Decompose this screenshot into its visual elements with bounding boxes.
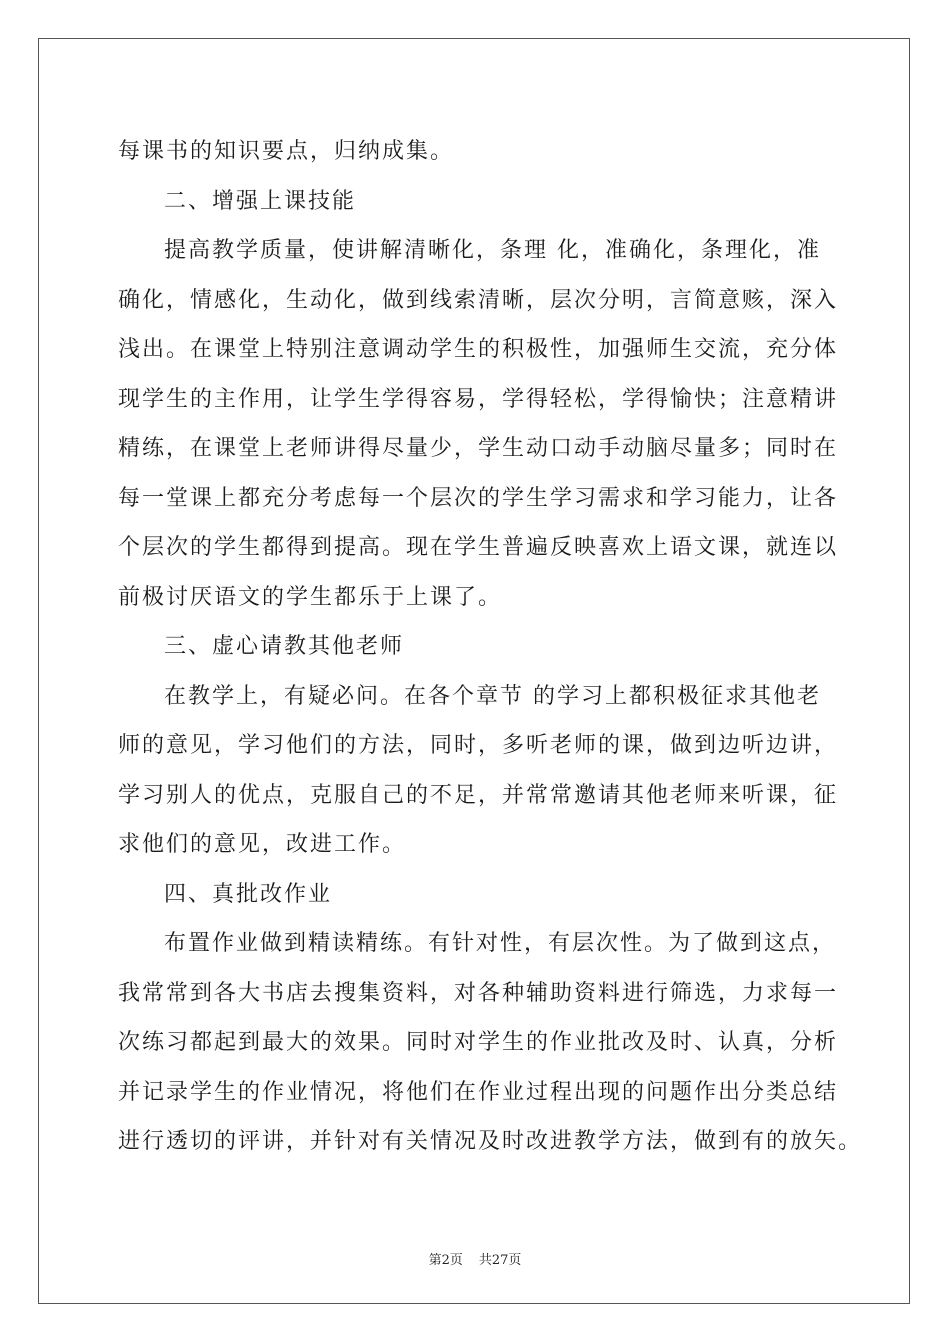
text-line: 次练习都起到最大的效果。同时对学生的作业批改及时、认真，分析 (118, 1030, 839, 1055)
text-line: 师的意见，学习他们的方法，同时，多听老师的课，做到边听边讲， (118, 733, 839, 758)
text-line: 前极讨厌语文的学生都乐于上课了。 (118, 584, 503, 610)
text-line: 进行透切的评讲，并针对有关情况及时改进教学方法，做到有的放矢。 (118, 1129, 863, 1154)
text-line: 并记录学生的作业情况，将他们在作业过程出现的问题作出分类总结 (118, 1079, 839, 1105)
text-line: 确化，情感化，生动化，做到线索清晰，层次分明，言简意赅，深入 (118, 287, 839, 313)
text-line: 求他们的意见，改进工作。 (118, 832, 407, 857)
document-body (118, 127, 863, 1167)
text-line: 在教学上，有疑必问。在各个章节 的学习上都积极征求其他老 (164, 683, 821, 709)
text-line: 我常常到各大书店去搜集资料，对各种辅助资料进行筛选，力求每一 (118, 980, 839, 1006)
total-pages-label: 共27页 (478, 1253, 522, 1268)
text-line: 提高教学质量，使讲解清晰化，条理 化，准确化，条理化，准 (164, 238, 821, 263)
text-line: 学习别人的优点，克服自己的不足，并常常邀请其他老师来听课，征 (118, 782, 839, 808)
text-line: 个层次的学生都得到提高。现在学生普遍反映喜欢上语文课，就连以 (118, 535, 839, 560)
text-line: 每一堂课上都充分考虑每一个层次的学生学习需求和学习能力，让各 (118, 485, 839, 511)
text-line: 四、真批改作业 (164, 881, 333, 907)
text-line: 二、增强上课技能 (164, 188, 357, 214)
current-page-label: 第2页 (428, 1253, 463, 1268)
page-footer (0, 1249, 950, 1268)
text-line: 精练，在课堂上老师讲得尽量少，学生动口动手动脑尽量多；同时在 (118, 436, 839, 461)
text-line: 布置作业做到精读精练。有针对性，有层次性。为了做到这点， (164, 931, 837, 956)
text-line: 浅出。在课堂上特别注意调动学生的积极性，加强师生交流，充分体 (118, 337, 839, 362)
text-line: 现学生的主作用，让学生学得容易，学得轻松，学得愉快；注意精讲 (118, 386, 839, 412)
text-line: 每课书的知识要点，归纳成集。 (118, 139, 455, 164)
text-line: 三、虚心请教其他老师 (164, 634, 405, 659)
